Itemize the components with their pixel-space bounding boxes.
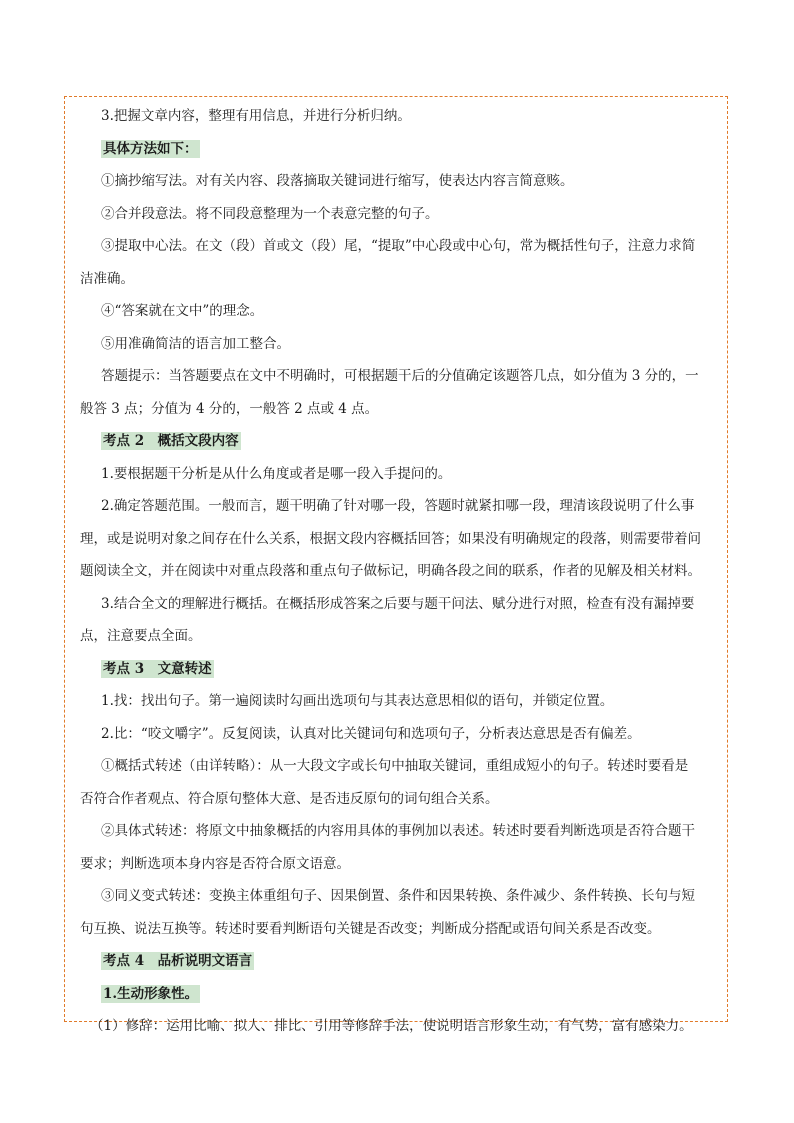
line-text: 3.把握文章内容，整理有用信息，并进行分析归纳。: [101, 108, 411, 124]
line-text: 题阅读全文，并在阅读中对重点段落和重点句子做标记，明确各段之间的联系，作者的见解及相关材料。: [80, 563, 701, 579]
text-line: [80, 263, 720, 296]
line-text: 1.找：找出句子。第一遍阅读时勾画出选项句与其表达意思相似的语句，并锁定位置。: [101, 693, 614, 709]
line-text: 要求；判断选项本身内容是否符合原文语意。: [80, 855, 350, 872]
line-text: 理，或是说明对象之间存在什么关系，根据文段内容概括回答；如果没有明确规定的段落，则需要带着问: [80, 530, 701, 547]
text-line: [80, 555, 720, 588]
text-line: [80, 783, 720, 816]
line-text: 2.确定答题范围。一般而言，题干明确了针对哪一段，答题时就紧扣哪一段，理清该段说明了什么事: [101, 498, 695, 514]
text-line: [80, 328, 720, 361]
heading-text: 具体方法如下：: [103, 140, 198, 157]
line-text: 答题提示：当答题要点在文中不明确时，可根据题干后的分值确定该题答几点，如分值为 3 分的，一: [101, 368, 699, 384]
text-line: [80, 880, 720, 913]
section-heading: [80, 653, 720, 686]
text-line: [80, 620, 720, 653]
text-line: [80, 458, 720, 491]
text-line: [80, 685, 720, 718]
text-line: [80, 198, 720, 231]
section-heading: [80, 133, 720, 166]
line-text: ④“答案就在文中”的理念。: [101, 303, 264, 319]
text-line: [80, 230, 720, 263]
heading-text: 考点 4 品析说明文语言: [103, 953, 253, 969]
line-text: （1）修辞：运用比喻、拟人、排比、引用等修辞手法，使说明语言形象生动，有气势，富有感染力。: [90, 1018, 693, 1034]
section-heading: [80, 425, 720, 458]
line-text: 否符合作者观点、符合原句整体大意、是否违反原句的词句组合关系。: [80, 790, 499, 807]
line-text: 点，注意要点全面。: [80, 628, 202, 644]
line-text: ②具体式转述：将原文中抽象概括的内容用具体的事例加以表述。转述时要看判断选项是否符合题干: [101, 823, 695, 839]
text-line: [80, 588, 720, 621]
text-line: [80, 165, 720, 198]
line-text: ③提取中心法。在文（段）首或文（段）尾，“提取”中心段或中心句，常为概括性句子，注意力求简: [101, 238, 696, 254]
heading-text: 考点 2 概括文段内容: [103, 433, 239, 449]
text-line: [80, 848, 720, 881]
section-heading: [80, 945, 720, 978]
heading-text: 考点 3 文意转述: [103, 660, 212, 677]
document-body: [80, 100, 720, 1043]
text-line: [80, 815, 720, 848]
line-text: ②合并段意法。将不同段意整理为一个表意完整的句子。: [101, 205, 439, 222]
text-line: [80, 295, 720, 328]
section-heading: [80, 978, 720, 1011]
heading-text: 1.生动形象性。: [103, 985, 199, 1002]
text-line: [80, 490, 720, 523]
line-text: ①概括式转述（由详转略）：从一大段文字或长句中抽取关键词，重组成短小的句子。转述时要看是: [101, 758, 689, 774]
line-text: 般答 3 点；分值为 4 分的，一般答 2 点或 4 点。: [80, 400, 379, 417]
line-text: 3.结合全文的理解进行概括。在概括形成答案之后要与题干问法、赋分进行对照，检查有没有漏掉要: [101, 595, 695, 612]
text-line: [80, 1010, 720, 1043]
text-line: [80, 360, 720, 393]
text-line: [80, 100, 720, 133]
line-text: 1.要根据题干分析是从什么角度或者是哪一段入手提问的。: [101, 465, 452, 482]
text-line: [80, 718, 720, 751]
line-text: ⑤用准确简洁的语言加工整合。: [101, 335, 290, 352]
line-text: 洁准确。: [80, 270, 134, 287]
text-line: [80, 750, 720, 783]
line-text: ③同义变式转述：变换主体重组句子、因果倒置、条件和因果转换、条件减少、条件转换、长句与短: [101, 888, 695, 904]
line-text: 2.比：“咬文嚼字”。反复阅读，认真对比关键词句和选项句子，分析表达意思是否有偏差。: [101, 725, 641, 742]
line-text: ①摘抄缩写法。对有关内容、段落摘取关键词进行缩写，使表达内容言简意赅。: [101, 173, 574, 189]
text-line: [80, 913, 720, 946]
line-text: 句互换、说法互换等。转述时要看判断语句关键是否改变；判断成分搭配或语句间关系是否改变。: [80, 920, 661, 937]
text-line: [80, 393, 720, 426]
text-line: [80, 523, 720, 556]
